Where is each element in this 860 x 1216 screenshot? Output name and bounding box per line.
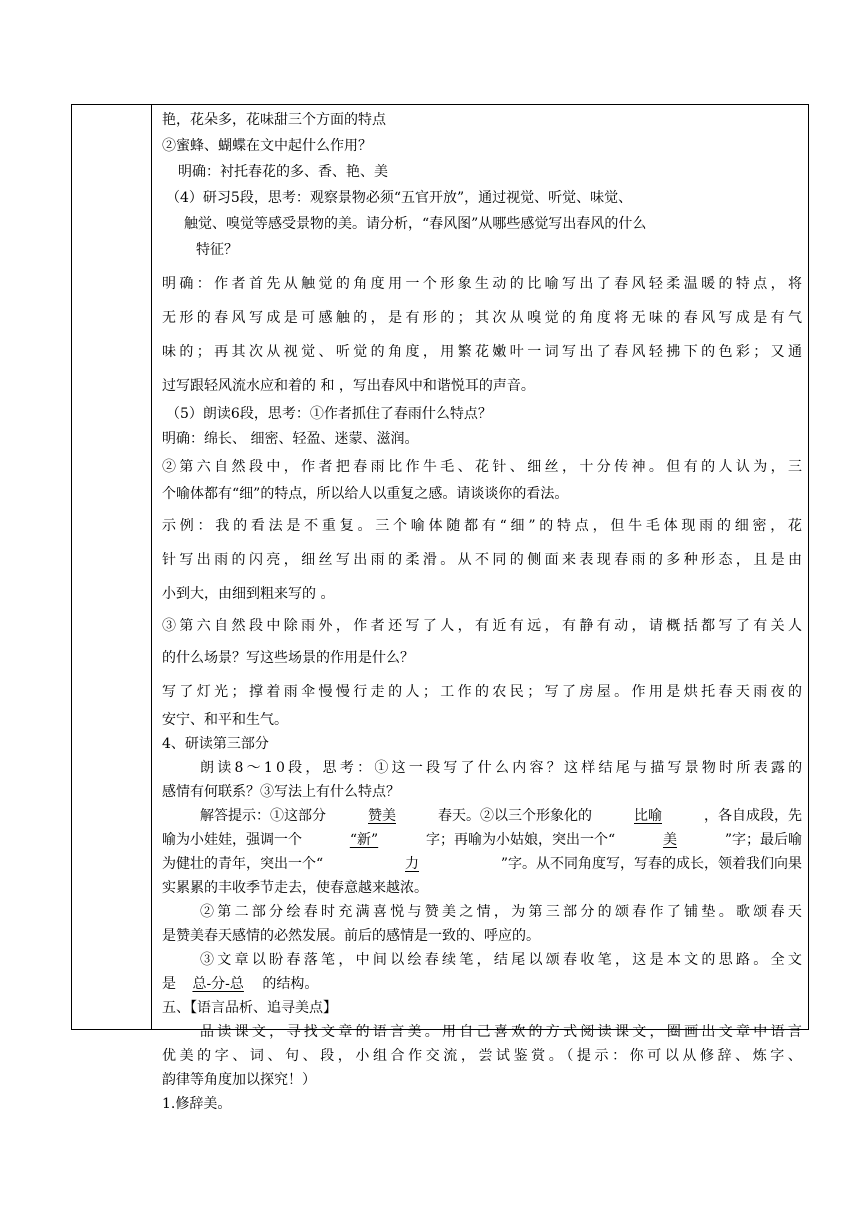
text-line: 品读课文，寻找文章的语言美。用自己喜欢的方式阅读课文，圈画出文章中语言 <box>200 1024 806 1040</box>
text-line: 明确：作者首先从触觉的角度用一个形象生动的比喻写出了春风轻柔温暖的特点，将 <box>162 276 806 292</box>
answer-prefix: 解答提示：①这部分 <box>200 808 326 824</box>
text-segment: ”字。从不同角度写，写春的成长，领着我们向果 <box>500 856 802 872</box>
section-heading: 4、研读第三部分 <box>162 736 269 752</box>
section-heading: 1.修辞美。 <box>162 1096 232 1112</box>
text-line: （4）研习5段，思考：观察景物必须“五官开放”，通过视觉、听觉、味觉、 <box>166 190 633 206</box>
table-column-divider <box>151 104 152 1030</box>
text-segment: 的结构。 <box>262 976 319 992</box>
text-line: 韵律等角度加以探究！） <box>162 1072 316 1088</box>
text-segment: 是 <box>162 976 176 992</box>
text-line <box>200 806 802 826</box>
text-line: 明确：衬托春花的多、香、艳、美 <box>178 164 388 180</box>
text-line: 是赞美春天感情的必然发展。前后的感情是一致的、呼应的。 <box>162 928 540 944</box>
text-line: 感情有何联系？③写法上有什么特点？ <box>162 784 400 800</box>
text-segment: 喻为小娃娃，强调一个 <box>162 832 302 848</box>
section-heading: 五、【语言品析、追寻美点】 <box>162 1000 337 1016</box>
text-line <box>162 830 802 850</box>
text-line: 味的；再其次从视觉、听觉的角度，用繁花嫩叶一词写出了春风轻拂下的色彩；又通 <box>162 344 806 360</box>
text-line: 个喻体都有“细”的特点，所以给人以重复之感。请谈谈你的看法。 <box>162 486 569 502</box>
text-line: 无形的春风写成是可感触的，是有形的；其次从嗅觉的角度将无味的春风写成是有气 <box>162 310 806 326</box>
fill-blank: 赞美 <box>368 808 396 824</box>
text-line: 过写跟轻风流水应和着的 和 ，写出春风中和谐悦耳的声音。 <box>162 378 535 394</box>
text-line: 小到大，由细到粗来写的 。 <box>162 586 335 602</box>
text-segment: ”字；最后喻 <box>724 832 802 848</box>
text-line: ②第二部分绘春时充满喜悦与赞美之情，为第三部分的颂春作了铺垫。歌颂春天 <box>200 904 806 920</box>
text-line: ③第六自然段中除雨外，作者还写了人，有近有远，有静有动，请概括都写了有关人 <box>162 618 806 634</box>
text-segment: 字；再喻为小姑娘，突出一个“ <box>425 832 616 848</box>
text-line: ②第六自然段中，作者把春雨比作牛毛、花针、细丝，十分传神。但有的人认为，三 <box>162 459 806 475</box>
text-line: 的什么场景？写这些场景的作用是什么？ <box>162 650 414 666</box>
text-line: 特征？ <box>196 242 238 258</box>
text-line: 针写出雨的闪亮，细丝写出雨的柔滑。从不同的侧面来表现春雨的多种形态，且是由 <box>162 552 806 568</box>
text-line: 朗读8～10段，思考：①这一段写了什么内容？这样结尾与描写景物时所表露的 <box>200 760 806 776</box>
text-line: 实累累的丰收季节走去，使春意越来越浓。 <box>162 880 428 896</box>
text-line: ③文章以盼春落笔，中间以绘春续笔，结尾以颂春收笔，这是本文的思路。全文 <box>200 952 806 968</box>
text-line: 触觉、嗅觉等感受景物的美。请分析，“春风图”从哪些感觉写出春风的什么 <box>184 216 647 232</box>
text-line: 写了灯光；撑着雨伞慢慢行走的人；工作的农民；写了房屋。作用是烘托春天雨夜的 <box>162 684 806 700</box>
text-line: 安宁、和平和生气。 <box>162 712 288 728</box>
text-line: （5）朗读6段，思考：①作者抓住了春雨什么特点？ <box>166 406 492 422</box>
fill-blank: 美 <box>662 832 677 848</box>
text-line: 优美的字、词、句、段，小组合作交流，尝试鉴赏。（提示：你可以从修辞、炼字、 <box>162 1048 806 1064</box>
fill-blank: 比喻 <box>634 808 662 824</box>
text-segment: ，各自成段，先 <box>704 808 802 824</box>
text-line <box>162 854 802 874</box>
text-line <box>162 974 318 994</box>
text-line: 明确：绵长、 细密、轻盈、迷蒙、滋润。 <box>162 431 419 447</box>
text-segment: 为健壮的青年，突出一个“ <box>162 856 324 872</box>
text-line: 艳，花朵多，花味甜三个方面的特点 <box>162 112 386 128</box>
text-line: 示例：我的看法是不重复。三个喻体随都有“细”的特点，但牛毛体现雨的细密，花 <box>162 518 806 534</box>
fill-blank: “新” <box>349 832 379 848</box>
fill-blank: 总-分-总 <box>192 976 244 992</box>
text-segment: 春天。②以三个形象化的 <box>438 808 592 824</box>
text-line: ②蜜蜂、蝴蝶在文中起什么作用？ <box>162 138 372 154</box>
fill-blank: 力 <box>405 856 419 872</box>
